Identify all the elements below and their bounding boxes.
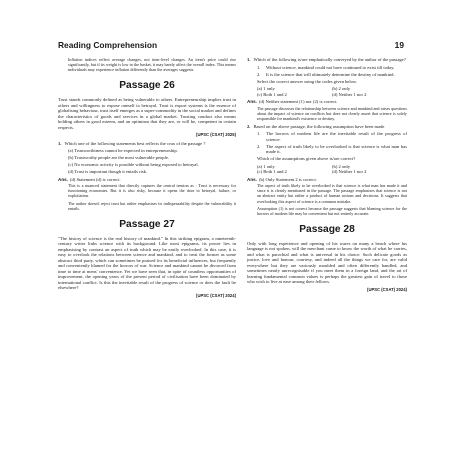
statement-text: The aspect of truth likely to be overlooked is that science is what man has made it. [266,143,407,155]
explanation-paragraph: The passage discusses the relationship between science and mankind and raises questions about the impact of science on conflicts but does not clearly assert that science is solely responsible for mankind's existence or destiny. [257,105,407,121]
answer-line [247,177,407,183]
answer-text: (b) Only Statement 2 is correct. [258,176,317,182]
question-27-2 [247,124,407,130]
question-number: 2. [247,123,251,129]
question-prompt: Which of the assumptions given above is/are correct? [257,156,356,162]
option-d: (d) Neither 1 nor 2 [332,91,367,97]
passage-27-title: Passage 27 [119,218,175,230]
passage-26-text: Trust stands commonly defined as being vulnerable to others. Entrepreneurship implies trust in others and willingness to expose oneself to betrayal. Trust is export systems is the essence of globalising behaviour, trust itself emerges as a super-commodity in the social market and defines the characteristics of goods and services in a global market. Trusting conduct also means holding others in good esteem, and an optimism that they are, or will be, competent in certain respects. [58,97,236,130]
passage-27-text: "The history of science is the real history of mankind." In this striking epigram, a nineteenth-century writer links science with its background. Like most epigrams, its power lies in emphasising by contrast an aspect of truth which may be easily overlooked. In this case, it is easy to overlook the relations between science and mankind, and to treat the former as some abstract third party, which can sometimes be praised for its beneficial influences, but frequently and conveniently blamed for the horrors of war. Science and mankind cannot be divorced from time to time at mens' convenience. Yet we have seen that, in spite of countless opportunities of improvement, the opening years of the present period of civilisation have been dominated by international conflict. Is this the inevitable result of the progress of science or does the fault lie elsewhere? [58,235,236,291]
passage-26-source: (UPSC (CSAT) 2025) [196,132,236,138]
option-b: (b) 2 only [332,86,351,91]
question-text: Which of the following is/are emphatically conveyed by the author of the passage? [253,57,406,62]
statement-1 [247,65,407,71]
option-a: (a) 1 only [257,163,275,169]
option-b: (b) 2 only [332,163,351,169]
answer-line [247,99,407,105]
passage-28-source: (UPSC (CSAT) 2024) [367,286,407,292]
option-c: (c) No economic activity is possible without being exposed to betrayal. [68,162,199,168]
answer-line [58,177,236,183]
answer-key: Ans. [247,176,257,182]
explanation-paragraph: The author doesn't reject trust but rather emphasises its indispensability despite the vulnerability it entails. [68,200,236,211]
answer-key: Ans. [247,99,257,104]
statement-text: It is the science that will ultimately determine the destiny of mankind. [266,71,395,77]
passage-28-title: Passage 28 [299,223,355,235]
passage-28-text: Only with long experience and opening of his wares on many a beach where his language is not spoken, will the merchant come to know the worth of what he carries, and what is parochial and what is universal in his choice. Such delicate goods as justice, love and honour, courtesy, and indeed all the things we care for, are valid everywhere but they are variously moulded and often differently handled, and sometimes nearly unrecognisable if you meet them in a foreign land, and the art of learning fundamental common values is perhaps the greatest gain of travel to those who wish to live at ease among their fellows. [247,240,407,285]
options-grid [247,164,407,175]
statement-number: 2. [257,71,261,77]
explanation-paragraph: This is a nuanced statement that directly captures the central tension as : Trust is necessary for functioning economies. But it is also risky, because it opens the door to betrayal, failure, or exploitation. [68,183,236,199]
explanation-paragraph: Assumption (1) is not correct because the passage suggests that blaming science for the horrors of modern life may be convenient but not entirely accurate. [257,205,407,216]
option-d: (d) Trust is important though it entails risk. [68,169,148,175]
statement-number: 1. [257,131,261,137]
question-27-1 [247,57,407,63]
option-c: (c) Both 1 and 2 [257,169,287,175]
question-number: 1. [247,57,251,62]
statement-2 [247,72,407,78]
option-c: (c) Both 1 and 2 [257,91,287,97]
section-title: Reading Comprehension [58,40,158,50]
statement-2 [247,144,407,155]
question-prompt: Select the correct answer using the codes given below. [257,78,358,84]
statement-text: Without science, mankind could not have continued to exist till today. [266,64,395,70]
question-26-1 [58,141,236,147]
option-a: (a) 1 only [257,86,275,91]
question-text: Which one of the following statements best reflects the crux of the passage ? [64,140,206,146]
option-a: (a) Trustworthiness cannot be expected in entrepreneurship. [68,148,178,154]
statement-number: 1. [257,64,261,70]
passage-26-title: Passage 26 [119,80,175,92]
page-number: 19 [394,40,404,50]
statement-text: The horrors of modern life are the inevitable result of the progress of science. [266,131,407,142]
intro-paragraph: Inflation indices reflect average changes, not item-level changes. An item's price could rise significantly, but if its weight is low in the basket, it may barely affect the overall index. This means individuals may experience inflation differently than the averages suggests. [68,57,236,73]
page-header [58,38,404,52]
question-number: 1. [58,140,62,146]
answer-key: Ans. [58,176,68,182]
right-column [247,57,407,292]
left-column [58,57,236,298]
statement-1 [247,131,407,142]
explanation-paragraph: The aspect of truth likely to be overlooked is that science is what man has made it and since it is clearly mentioned in the passage. The passage emphasises that science is not an abstract entity but rather a product of human actions and decisions. It suggests that overlooking this aspect of science is a common mistake. [257,183,407,204]
option-d: (d) Neither 1 nor 2 [332,169,367,175]
answer-text: (d) Neither statement (1) nor (2) is correct. [258,99,338,104]
option-b: (b) Trustworthy people are the most vulnerable people. [68,155,170,161]
options-grid [247,86,407,97]
answer-text: (d) Statement (d) is correct. [69,176,121,182]
statement-number: 2. [257,143,261,149]
passage-27-source: (UPSC (CSAT) 2024) [196,292,236,298]
question-text: Based on the above passage, the following assumption have been made [253,123,385,129]
